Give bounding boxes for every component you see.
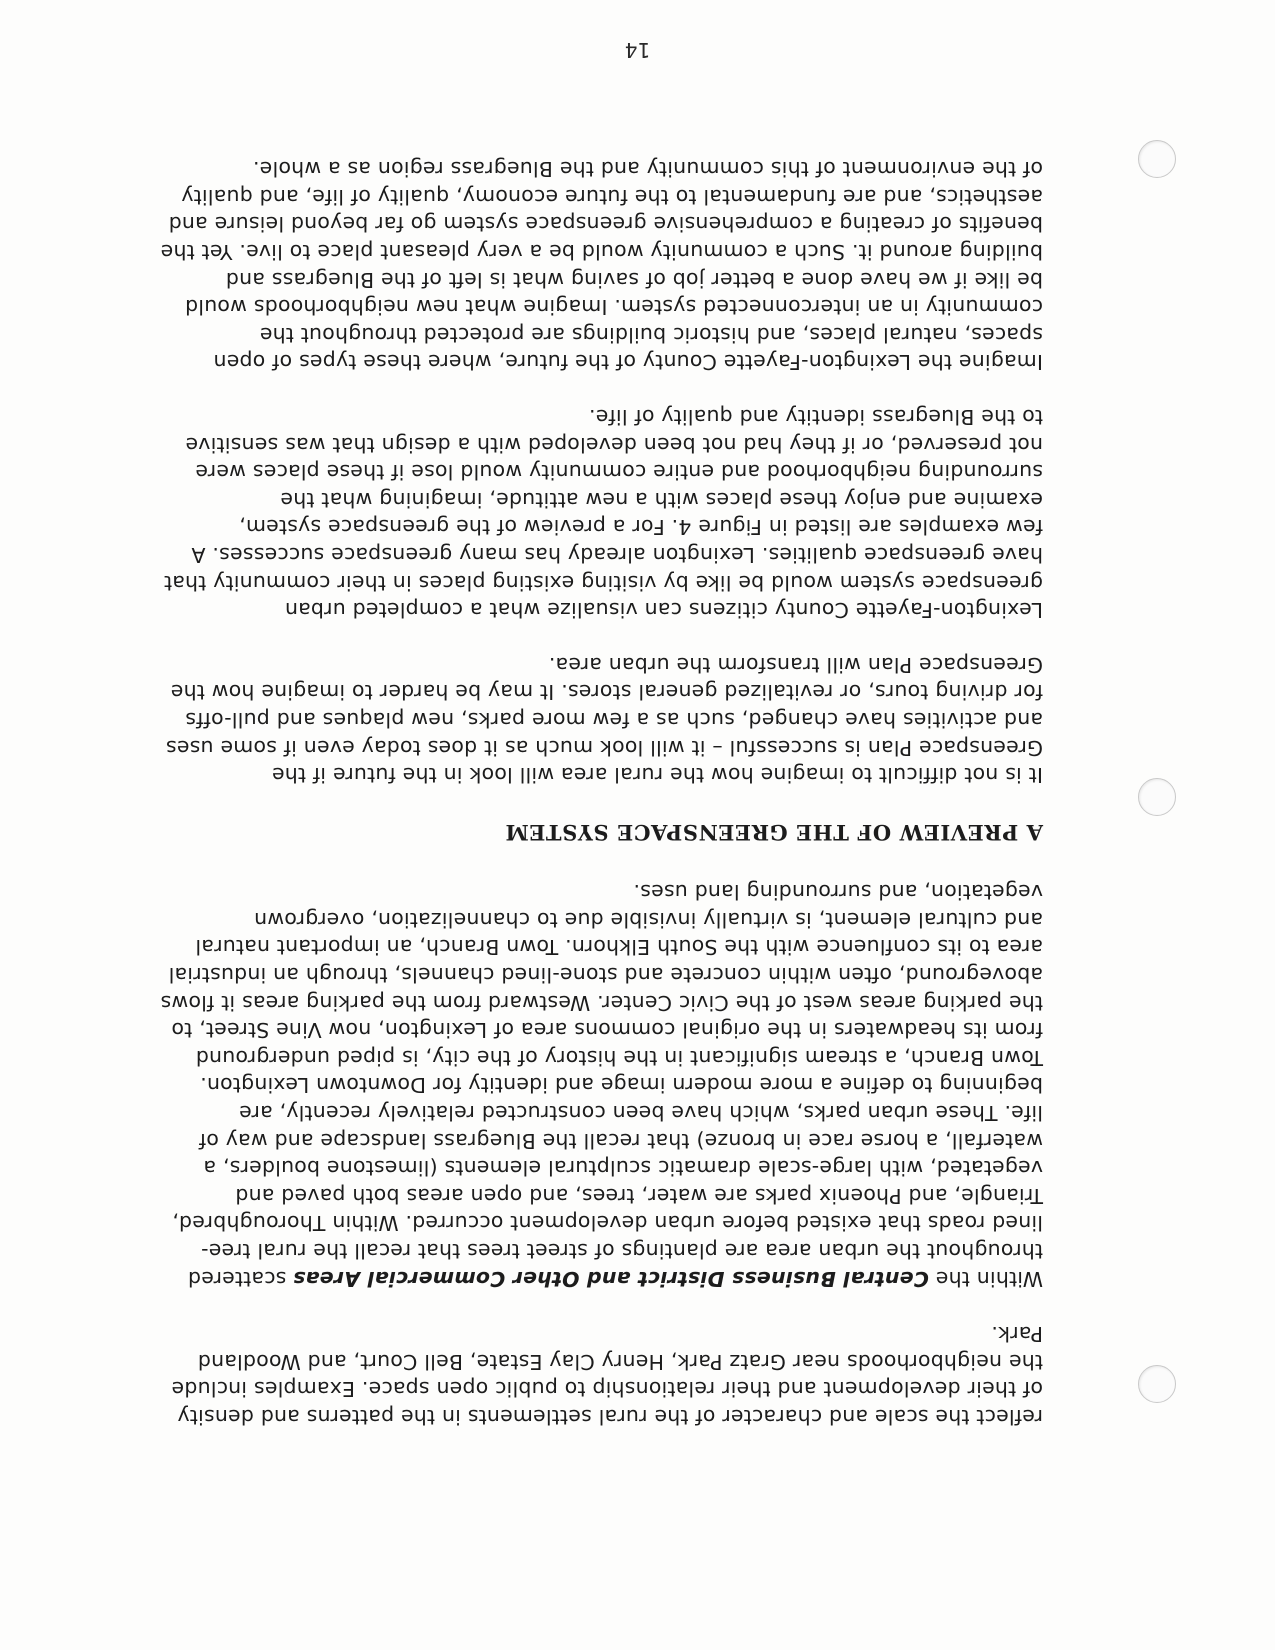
paragraph-lead: Within the [928, 1266, 1043, 1291]
paragraph-rest: scattered throughout the urban area are plantings of street trees that recall the rural tree-lined roads that existed before urban development occurred. Within Thoroughbred, Triangle, and Phoenix parks are water, trees, and open areas both paved and vegetated, with large-scale dramatic sculptural elements (limestone boulders, a waterfall, a horse race in bronze) that recall the Bluegrass landscape and way of life. These urban parks, which have been constructed relatively recently, are beginning to define a more modern image and identity for Downtown Lexington. Town Branch, a stream significant in the history of the city, is piped underground from its headwaters in the original commons area of Lexington, now Vine Street, to the parking areas west of the Civic Center. Westward from the parking areas it flows aboveground, often within concrete and stone-lined channels, through an industrial area to its confluence with the South Elkhorn. Town Branch, an important natural and cultural element, is virtually invisible due to channelization, overgrown vegetation, and surrounding land uses. [160, 880, 1043, 1291]
page-number: 14 [624, 38, 651, 62]
emphasis-central-business-district: Central Business District and Other Commercial Areas [293, 1266, 929, 1291]
paragraph-imagine-future: Imagine the Lexington-Fayette County of the future, where these types of open spaces, natural places, and historic buildings are protected throughout the community in an interconnected system. Imagine what new neighborhoods would be like if we have done a better job of saving what is left of the Bluegrass and building around it. Such a community would be a very pleasant place to live. Yet the benefits of creating a comprehensive greenspace system go far beyond leisure and aesthetics, and are fundamental to the future economy, quality of life, and quality of the environment of this community and the Bluegrass region as a whole. [160, 157, 1043, 375]
section-heading: A PREVIEW OF THE GREENSPACE SYSTEM [504, 819, 1043, 845]
paragraph-rural-area: It is not difficult to imagine how the rural area will look in the future if the Greenspace Plan is successful – it will look much as it does today even if some uses and activities have changed, such as a few more parks, new plaques and pull-offs for driving tours, or revitalized general stores. It may be harder to imagine how the Greenspace Plan will transform the urban area. [165, 652, 1043, 788]
paragraph-citizens-visualize: Lexington-Fayette County citizens can visualize what a completed urban greenspace system would be like by visiting existing places in their community that have greenspace qualities. Lexington already has many greenspace successes. A few examples are listed in Figure 4. For a preview of the greenspace system, examine and enjoy these places with a new attitude, imagining what the surrounding neighborhood and entire community would lose if these places were not preserved, or if they had not been developed with a design that was sensitive to the Bluegrass identity and quality of life. [163, 405, 1043, 623]
body-text [158, 128, 1043, 1430]
paragraph-central-business-district [158, 878, 1043, 1292]
paragraph-neighborhoods: reflect the scale and character of the rural settlements in the patterns and density of their development and their relationship to public open space. Examples include the neighborhoods near Gratz Park, Henry Clay Estate, Bell Court, and Woodland Park. [171, 1322, 1043, 1429]
